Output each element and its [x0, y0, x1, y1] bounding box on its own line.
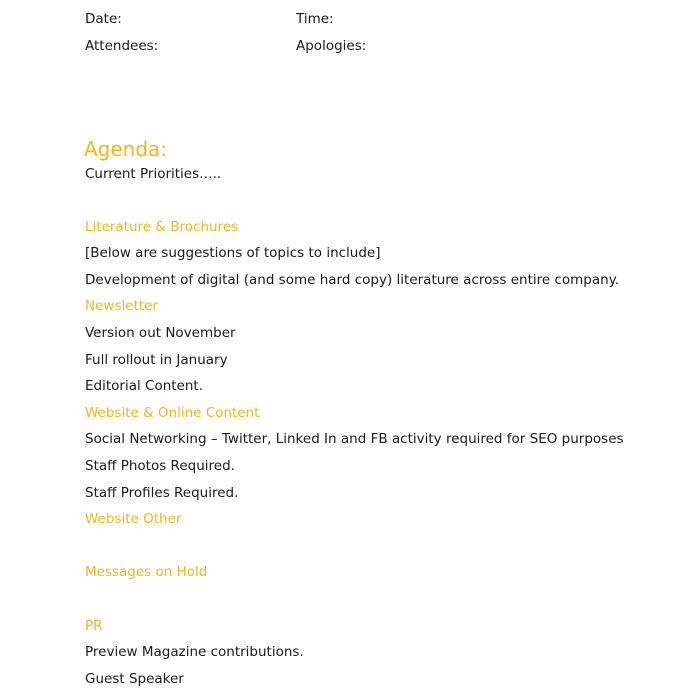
section-heading-website: Website & Online Content [85, 405, 260, 421]
literature-line-1: [Below are suggestions of topics to include] [85, 245, 381, 261]
time-label: Time: [296, 11, 334, 27]
section-heading-messages-on-hold: Messages on Hold [85, 564, 208, 580]
apologies-label: Apologies: [296, 38, 367, 54]
website-line-2: Staff Photos Required. [85, 458, 235, 474]
pr-line-1: Preview Magazine contributions. [85, 644, 304, 660]
section-heading-literature: Literature & Brochures [85, 219, 239, 235]
agenda-title: Agenda: [84, 137, 168, 161]
section-heading-newsletter: Newsletter [85, 298, 158, 314]
section-heading-website-other: Website Other [85, 511, 182, 527]
pr-line-2: Guest Speaker [85, 671, 184, 687]
agenda-intro: Current Priorities….. [85, 166, 222, 182]
website-line-1: Social Networking – Twitter, Linked In and FB activity required for SEO purposes [85, 431, 624, 447]
newsletter-line-2: Full rollout in January [85, 352, 228, 368]
website-line-3: Staff Profiles Required. [85, 485, 239, 501]
section-heading-pr: PR [85, 618, 103, 634]
newsletter-line-3: Editorial Content. [85, 378, 203, 394]
date-label: Date: [85, 11, 122, 27]
newsletter-line-1: Version out November [85, 325, 236, 341]
literature-line-2: Development of digital (and some hard copy) literature across entire company. [85, 272, 620, 288]
attendees-label: Attendees: [85, 38, 159, 54]
